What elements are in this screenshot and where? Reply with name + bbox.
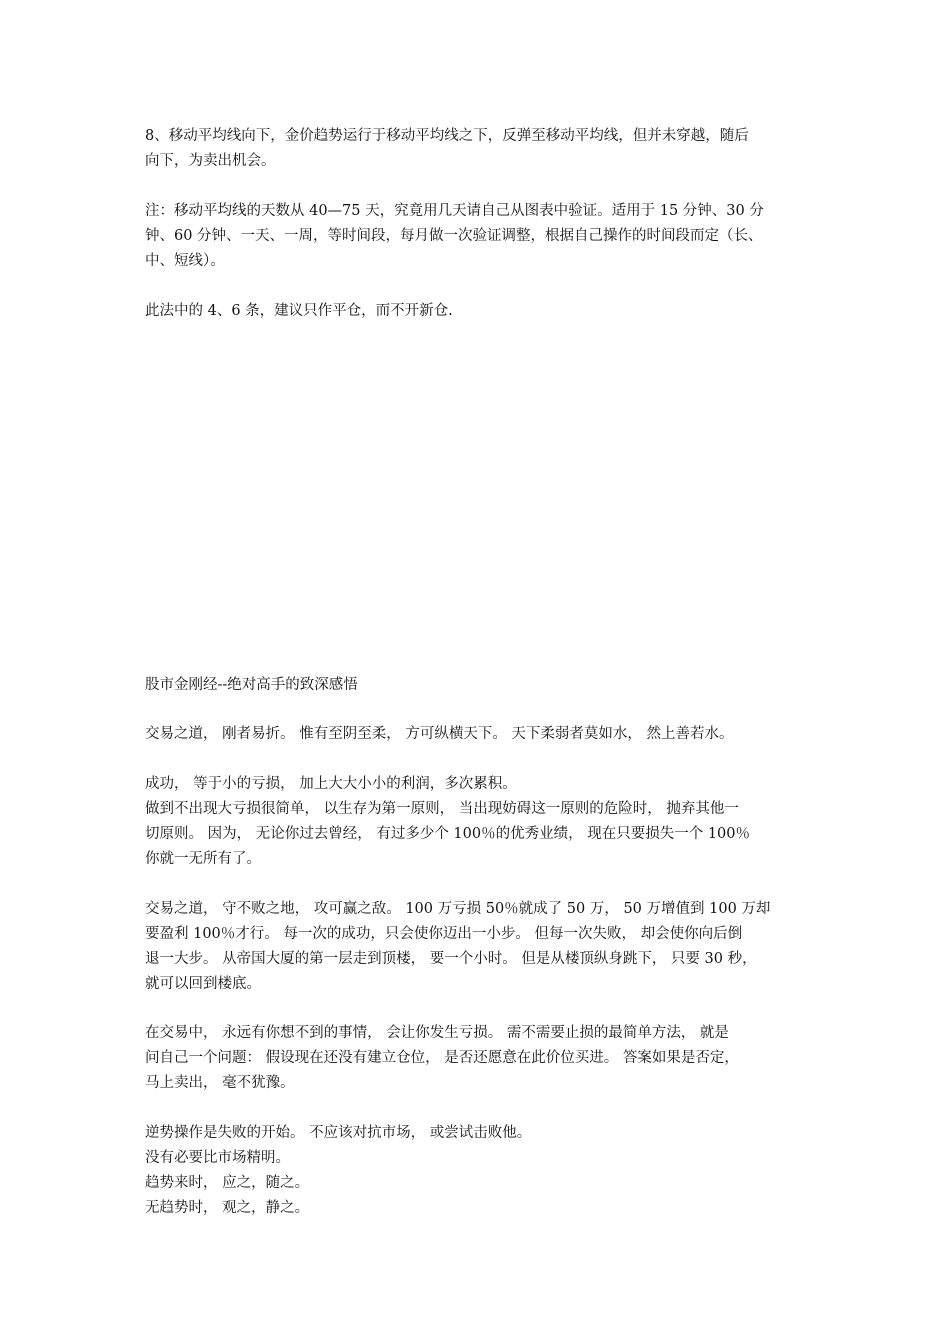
text-line: 退一大步。 从帝国大厦的第一层走到顶楼， 要一个小时。 但是从楼顶纵身跳下， 只要 30 秒， — [145, 951, 757, 967]
text-line: 没有必要比市场精明。 — [145, 1150, 290, 1166]
text-line: 趋势来时， 应之，随之。 — [145, 1175, 310, 1191]
text-line: 此法中的 4、6 条，建议只作平仓，而不开新仓. — [145, 303, 453, 319]
advice-paragraph — [145, 299, 810, 324]
text-line: 逆势操作是失败的开始。 不应该对抗市场， 或尝试击败他。 — [145, 1125, 532, 1141]
text-line: 中、短线）。 — [145, 253, 225, 269]
note-paragraph — [145, 199, 810, 274]
text-line: 切原则。 因为， 无论你过去曾经， 有过多少个 100％的优秀业绩， 现在只要损失一个 100％ — [145, 826, 751, 842]
text-line: 就可以回到楼底。 — [145, 976, 261, 992]
text-line: 要盈利 100％才行。 每一次的成功，只会使你迈出一小步。 但每一次失败， 却会使你向后倒 — [145, 926, 743, 942]
text-line: 你就一无所有了。 — [145, 851, 261, 867]
text-line: 向下，为卖出机会。 — [145, 153, 276, 169]
heading-text: 股市金刚经--绝对高手的致深感悟 — [145, 677, 358, 693]
text-line: 交易之道， 刚者易折。 惟有至阴至柔， 方可纵横天下。 天下柔弱者莫如水， 然上善若水。 — [145, 726, 734, 742]
section-title — [145, 673, 810, 698]
paragraph-4 — [145, 1021, 810, 1096]
text-line: 马上卖出， 毫不犹豫。 — [145, 1075, 295, 1091]
text-line: 无趋势时， 观之，静之。 — [145, 1200, 310, 1216]
paragraph-2 — [145, 772, 810, 872]
text-line: 交易之道， 守不败之地， 攻可赢之敌。 100 万亏损 50％就成了 50 万， 50 万增值到 100 万却 — [145, 901, 771, 917]
text-line: 在交易中， 永远有你想不到的事情， 会让你发生亏损。 需不需要止损的最简单方法， 就是 — [145, 1025, 729, 1041]
text-line: 钟、60 分钟、一天、一周，等时间段，每月做一次验证调整，根据自己操作的时间段而定（长、 — [145, 228, 763, 244]
paragraph-1 — [145, 722, 810, 747]
text-line: 问自己一个问题： 假设现在还没有建立仓位， 是否还愿意在此价位买进。 答案如果是否定， — [145, 1050, 739, 1066]
paragraph-3 — [145, 897, 810, 997]
text-line: 做到不出现大亏损很简单， 以生存为第一原则， 当出现妨碍这一原则的危险时， 抛弃其他一 — [145, 801, 739, 817]
text-line: 注：移动平均线的天数从 40—75 天，究竟用几天请自己从图表中验证。适用于 15 分钟、30 分 — [145, 203, 764, 219]
text-line: 成功， 等于小的亏损， 加上大大小小的利润，多次累积。 — [145, 776, 517, 792]
text-line: 8、移动平均线向下，金价趋势运行于移动平均线之下，反弹至移动平均线，但并未穿越，随后 — [145, 128, 749, 144]
paragraph-5 — [145, 1121, 810, 1221]
rule-8-paragraph — [145, 124, 810, 174]
